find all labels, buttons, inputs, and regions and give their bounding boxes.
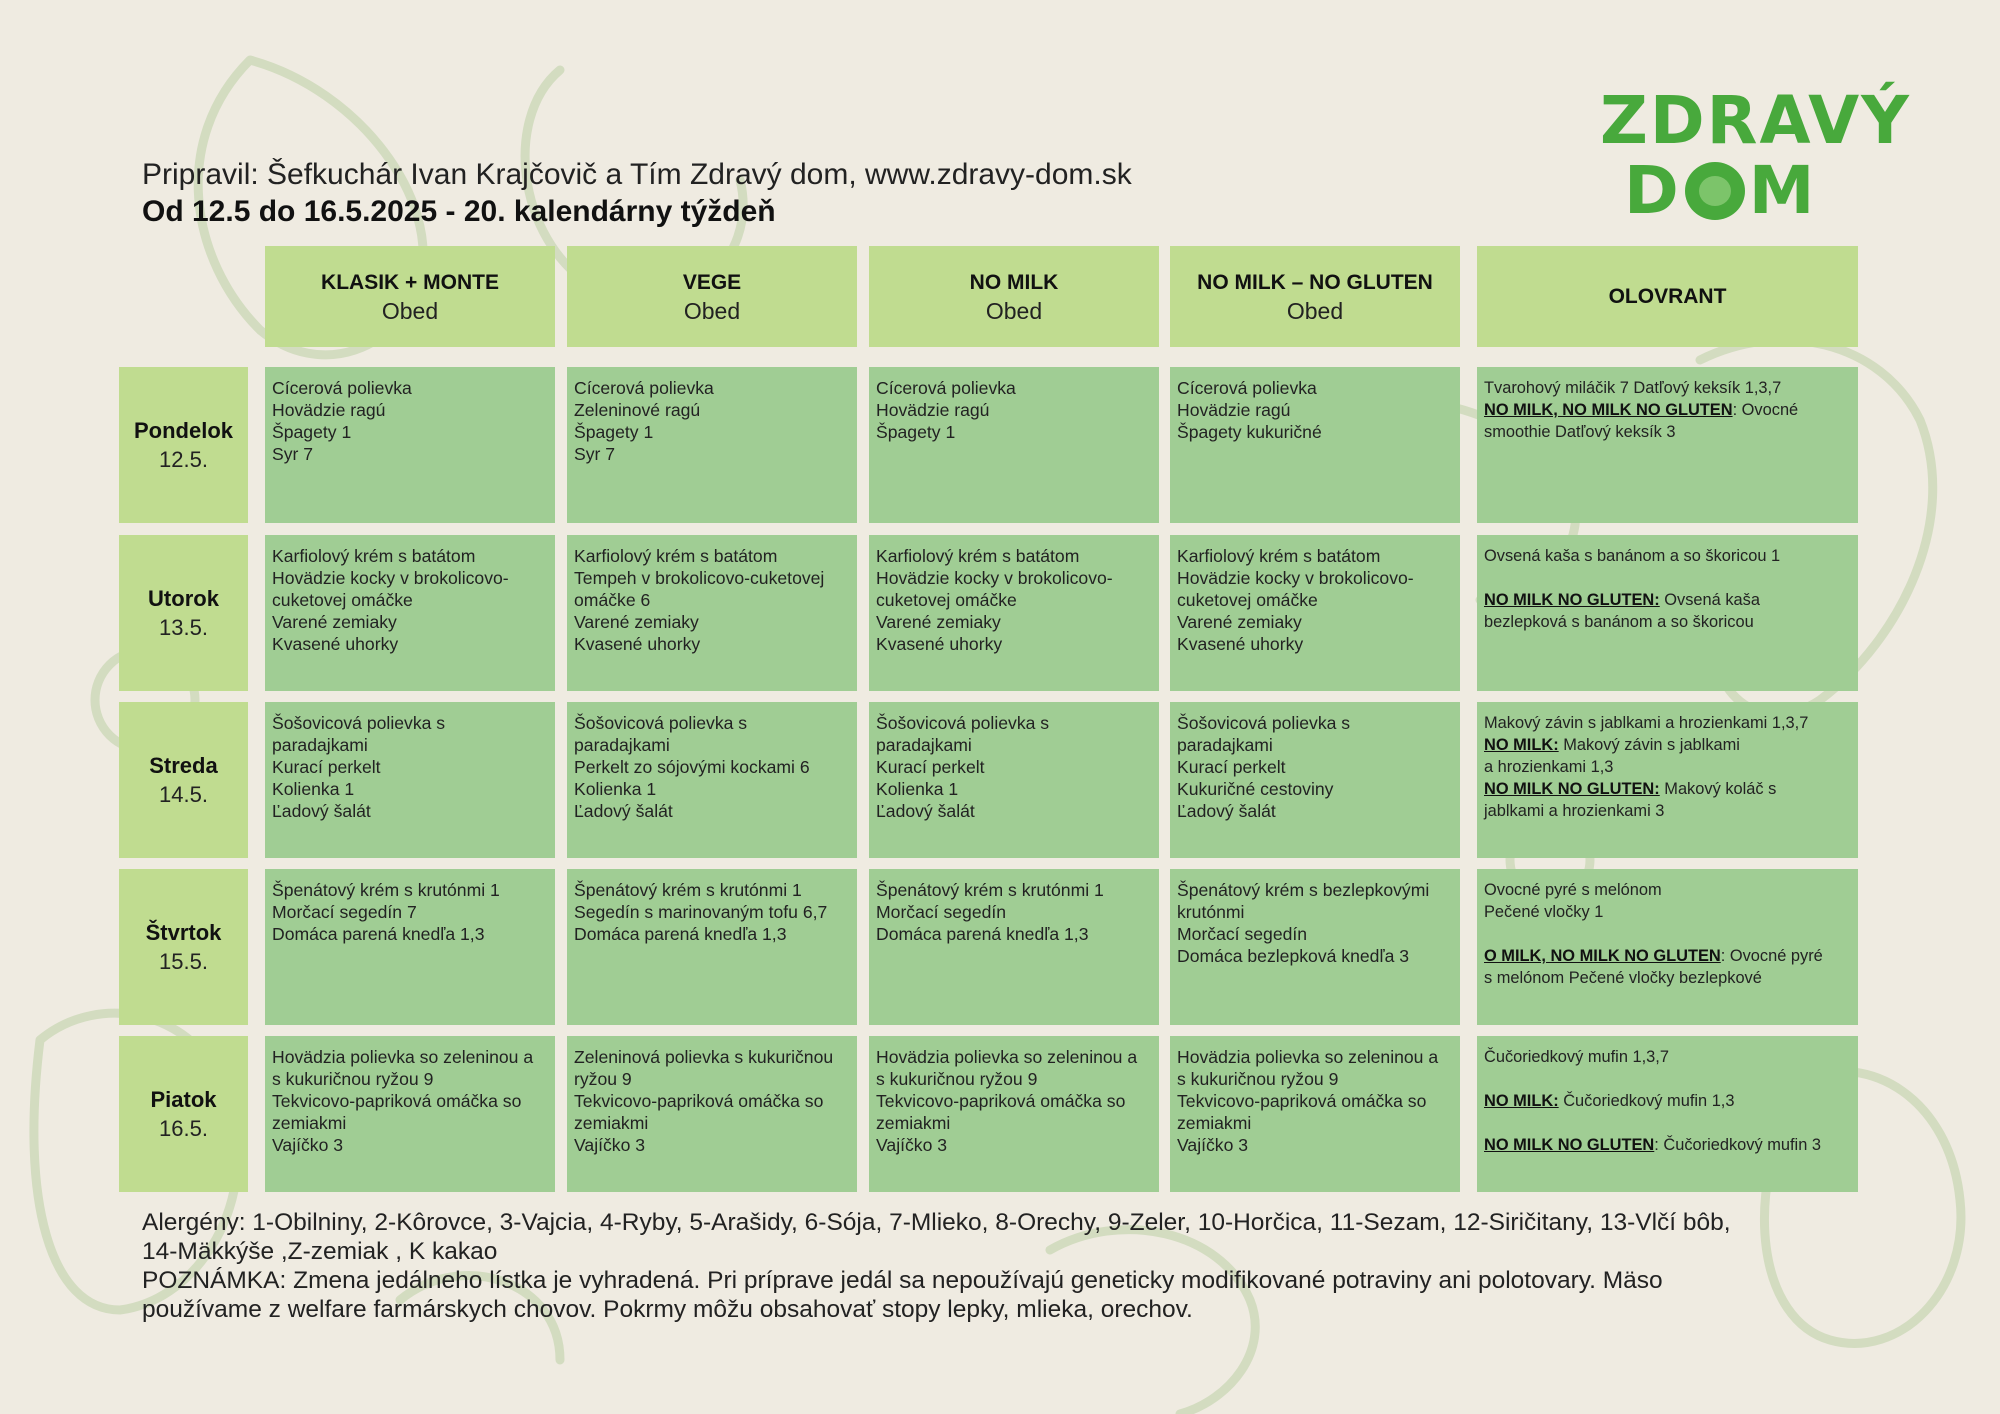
menu-header (142, 156, 1132, 230)
meal-item: Vajíčko 3 (1177, 1135, 1249, 1155)
meal-item: Karfiolový krém s batátom (876, 546, 1080, 566)
logo-apple-icon (1685, 162, 1745, 220)
snack-line (1484, 399, 1851, 421)
snack-line (1484, 589, 1851, 611)
meal-item: Tekvicovo-papriková omáčka so (272, 1091, 522, 1111)
meal-item: krutónmi (1177, 902, 1245, 922)
snack-line (1484, 923, 1851, 945)
snack-text: Makový závin s jablkami (1558, 736, 1740, 754)
meal-item: zemiakmi (876, 1113, 951, 1133)
snack-cell (1477, 702, 1858, 858)
meal-item: Tekvicovo-papriková omáčka so (876, 1091, 1126, 1111)
meal-cell (1170, 702, 1460, 858)
day-name: Pondelok (133, 418, 233, 443)
meal-item: s kukuričnou ryžou 9 (876, 1069, 1038, 1089)
snack-line (1484, 1046, 1851, 1068)
snack-text: smoothie Datľový keksík 3 (1484, 423, 1676, 441)
meal-item: Vajíčko 3 (876, 1135, 948, 1155)
meal-item: Špenátový krém s bezlepkovými (1177, 880, 1430, 900)
meal-item: Domáca parená knedľa 1,3 (272, 924, 485, 944)
meal-item: Varené zemiaky (574, 612, 699, 632)
day-name: Streda (149, 753, 218, 778)
snack-line (1484, 1090, 1851, 1112)
snack-text: Pečené vločky 1 (1484, 903, 1604, 921)
meal-item: Hovädzia polievka so zeleninou a (876, 1047, 1138, 1067)
column-subtitle: Obed (985, 297, 1043, 324)
snack-line (1484, 421, 1851, 443)
meal-item: Ľadový šalát (574, 801, 673, 821)
column-header (265, 246, 555, 347)
meal-item: Kukuričné cestoviny (1177, 779, 1334, 799)
meal-item: Kvasené uhorky (574, 634, 701, 654)
meal-item: Segedín s marinovaným tofu 6,7 (574, 902, 828, 922)
column-header (567, 246, 857, 347)
snack-line (1484, 1068, 1851, 1090)
meal-item: Syr 7 (272, 444, 314, 464)
snack-line (1484, 1134, 1851, 1156)
column-title: OLOVRANT (1608, 285, 1727, 308)
meal-item: omáčke 6 (574, 590, 651, 610)
snack-text: Ovsená kaša s banánom a so škoricou 1 (1484, 547, 1781, 565)
meal-item: paradajkami (272, 735, 368, 755)
allergens-line-2: 14-Mäkkýše ,Z-zemiak , K kakao (142, 1238, 498, 1265)
snack-line (1484, 545, 1851, 567)
meal-item: Hovädzie ragú (1177, 400, 1291, 420)
column-subtitle: Obed (1286, 297, 1344, 324)
meal-item: Kolienka 1 (876, 779, 959, 799)
diet-label: NO MILK, NO MILK NO GLUTEN (1484, 401, 1733, 419)
meal-item: Ľadový šalát (876, 801, 975, 821)
meal-item: Ľadový šalát (272, 801, 371, 821)
column-subtitle: Obed (381, 297, 439, 324)
meal-item: Syr 7 (574, 444, 616, 464)
day-date: 16.5. (159, 1116, 208, 1141)
day-header (119, 367, 248, 523)
day-header (119, 1036, 248, 1192)
meal-item: Karfiolový krém s batátom (1177, 546, 1381, 566)
meal-item: Špagety kukuričné (1177, 422, 1322, 442)
meal-item: Špagety 1 (574, 422, 654, 442)
meal-item: Cícerová polievka (876, 378, 1016, 398)
meal-cell (265, 702, 555, 858)
meal-item: Kvasené uhorky (272, 634, 399, 654)
column-title: VEGE (682, 270, 742, 294)
meal-item: Perkelt zo sójovými kockami 6 (574, 757, 810, 777)
snack-text: : Ovocné (1732, 401, 1799, 419)
meal-item: Šošovicová polievka s (574, 713, 748, 733)
meal-item: Špagety 1 (272, 422, 352, 442)
day-header (119, 535, 248, 691)
meal-item: paradajkami (1177, 735, 1273, 755)
meal-item: Špenátový krém s krutónmi 1 (272, 880, 500, 900)
meal-item: Domáca parená knedľa 1,3 (876, 924, 1089, 944)
meal-item: zemiakmi (272, 1113, 347, 1133)
column-title: NO MILK – NO GLUTEN (1197, 270, 1433, 294)
snack-text: Čučoriedkový mufin 1,3 (1558, 1092, 1735, 1110)
meal-item: cuketovej omáčke (1177, 590, 1318, 610)
snack-text: : Čučoriedkový mufin 3 (1654, 1136, 1821, 1154)
meal-item: Zeleninové ragú (574, 400, 701, 420)
diet-label: NO MILK NO GLUTEN: (1484, 780, 1660, 798)
meal-item: Varené zemiaky (876, 612, 1001, 632)
meal-cell (265, 1036, 555, 1192)
meal-item: Tempeh v brokolicovo-cuketovej (574, 568, 825, 588)
snack-line (1484, 1112, 1851, 1134)
meal-item: Kvasené uhorky (876, 634, 1003, 654)
diet-label: NO MILK: (1484, 736, 1559, 754)
logo-letter-m: M (1748, 152, 1817, 229)
meal-item: Zeleninová polievka s kukuričnou (574, 1047, 834, 1067)
meal-cell (567, 702, 857, 858)
zdravy-dom-logo (1600, 82, 1911, 236)
column-header (1477, 246, 1858, 347)
meal-item: ryžou 9 (574, 1069, 632, 1089)
meal-item: Domáca parená knedľa 1,3 (574, 924, 787, 944)
snack-line (1484, 567, 1851, 589)
logo-letter-d: D (1624, 152, 1681, 229)
snack-text: Čučoriedkový mufin 1,3,7 (1484, 1048, 1669, 1066)
meal-item: paradajkami (574, 735, 670, 755)
meal-item: Morčací segedín (1177, 924, 1308, 944)
meal-item: Hovädzie kocky v brokolicovo- (1177, 568, 1414, 588)
snack-cell (1477, 869, 1858, 1025)
diet-label: NO MILK NO GLUTEN: (1484, 591, 1660, 609)
menu-footer (142, 1208, 1862, 1324)
meal-item: Kolienka 1 (574, 779, 657, 799)
meal-item: Hovädzie kocky v brokolicovo- (876, 568, 1113, 588)
meal-cell (869, 869, 1159, 1025)
snack-line (1484, 967, 1851, 989)
day-date: 13.5. (159, 615, 208, 640)
snack-line (1484, 756, 1851, 778)
snack-line (1484, 901, 1851, 923)
meal-item: Cícerová polievka (1177, 378, 1317, 398)
note-line-1: POZNÁMKA: Zmena jedálneho lístka je vyhradená. Pri príprave jedál sa nepoužívajú geneticky modifikované potraviny ani polotovary. Mäso (142, 1267, 1663, 1294)
meal-item: Špagety 1 (876, 422, 956, 442)
meal-item: Hovädzia polievka so zeleninou a (1177, 1047, 1439, 1067)
meal-cell (567, 869, 857, 1025)
snack-text: Tvarohový miláčik 7 Datľový keksík 1,3,7 (1484, 379, 1782, 397)
week-range: Od 12.5 do 16.5.2025 - 20. kalendárny týždeň (142, 195, 776, 228)
snack-text: s melónom Pečené vločky bezlepkové (1484, 969, 1762, 987)
diet-label: NO MILK: (1484, 1092, 1559, 1110)
meal-cell (567, 367, 857, 523)
meal-item: Kurací perkelt (272, 757, 381, 777)
snack-line (1484, 800, 1851, 822)
meal-item: Varené zemiaky (1177, 612, 1302, 632)
day-name: Utorok (148, 586, 219, 611)
snack-text: Ovocné pyré s melónom (1484, 881, 1662, 899)
meal-cell (1170, 367, 1460, 523)
column-header (869, 246, 1159, 347)
day-name: Štvrtok (145, 920, 222, 945)
day-date: 15.5. (159, 949, 208, 974)
snack-text: bezlepková s banánom a so škoricou (1484, 613, 1754, 631)
meal-item: Kvasené uhorky (1177, 634, 1304, 654)
meal-cell (265, 367, 555, 523)
meal-item: Kurací perkelt (1177, 757, 1286, 777)
meal-item: Ľadový šalát (1177, 801, 1276, 821)
snack-text: : Ovocné pyré (1720, 947, 1823, 965)
meal-cell (567, 535, 857, 691)
meal-item: cuketovej omáčke (876, 590, 1017, 610)
snack-text: a hrozienkami 1,3 (1484, 758, 1614, 776)
snack-line (1484, 778, 1851, 800)
prepared-by: Pripravil: Šefkuchár Ivan Krajčovič a Tím Zdravý dom, www.zdravy-dom.sk (142, 158, 1132, 191)
snack-text: Makový závin s jablkami a hrozienkami 1,3,7 (1484, 714, 1809, 732)
meal-item: Morčací segedín 7 (272, 902, 417, 922)
snack-cell (1477, 1036, 1858, 1192)
meal-cell (567, 1036, 857, 1192)
column-title: KLASIK + MONTE (321, 270, 499, 294)
logo-text-line1: ZDRAVÝ (1600, 82, 1911, 159)
meal-item: Šošovicová polievka s (1177, 713, 1351, 733)
logo-text-line2 (1600, 152, 1850, 229)
meal-cell (265, 869, 555, 1025)
diet-label: NO MILK NO GLUTEN (1484, 1136, 1655, 1154)
meal-item: Šošovicová polievka s (272, 713, 446, 733)
meal-item: Tekvicovo-papriková omáčka so (574, 1091, 824, 1111)
note-line-2: používame z welfare farmárskych chovov. Pokrmy môžu obsahovať stopy lepky, mlieka, orechov. (142, 1296, 1193, 1323)
meal-cell (1170, 535, 1460, 691)
meal-item: Domáca bezlepková knedľa 3 (1177, 946, 1410, 966)
snack-line (1484, 377, 1851, 399)
meal-item: zemiakmi (1177, 1113, 1252, 1133)
meal-cell (869, 535, 1159, 691)
meal-item: zemiakmi (574, 1113, 649, 1133)
day-header (119, 702, 248, 858)
snack-line (1484, 734, 1851, 756)
meal-item: paradajkami (876, 735, 972, 755)
meal-item: Karfiolový krém s batátom (272, 546, 476, 566)
snack-line (1484, 879, 1851, 901)
meal-item: Špenátový krém s krutónmi 1 (574, 880, 802, 900)
meal-item: Hovädzie ragú (876, 400, 990, 420)
snack-line (1484, 945, 1851, 967)
meal-item: Karfiolový krém s batátom (574, 546, 778, 566)
day-header (119, 869, 248, 1025)
meal-item: Cícerová polievka (272, 378, 412, 398)
column-subtitle: Obed (683, 297, 741, 324)
meal-item: Vajíčko 3 (272, 1135, 344, 1155)
meal-cell (1170, 869, 1460, 1025)
day-date: 14.5. (159, 782, 208, 807)
meal-item: Hovädzie ragú (272, 400, 386, 420)
snack-line (1484, 611, 1851, 633)
meal-item: Šošovicová polievka s (876, 713, 1050, 733)
meal-item: Cícerová polievka (574, 378, 714, 398)
meal-cell (869, 367, 1159, 523)
meal-item: cuketovej omáčke (272, 590, 413, 610)
meal-item: Hovädzia polievka so zeleninou a (272, 1047, 534, 1067)
meal-item: s kukuričnou ryžou 9 (272, 1069, 434, 1089)
column-header (1170, 246, 1460, 347)
snack-cell (1477, 535, 1858, 691)
snack-text: Ovsená kaša (1659, 591, 1760, 609)
meal-item: Kurací perkelt (876, 757, 985, 777)
snack-text: Makový koláč s (1659, 780, 1777, 798)
snack-cell (1477, 367, 1858, 523)
allergens-line-1: Alergény: 1-Obilniny, 2-Kôrovce, 3-Vajcia, 4-Ryby, 5-Arašidy, 6-Sója, 7-Mlieko, 8-Orechy, 9-Zeler, 10-Horčica, 11-Sezam, 12-Siričitany, 13-Vlčí bôb, (142, 1209, 1731, 1236)
meal-item: Tekvicovo-papriková omáčka so (1177, 1091, 1427, 1111)
day-date: 12.5. (159, 447, 208, 472)
meal-item: Vajíčko 3 (574, 1135, 646, 1155)
day-name: Piatok (150, 1087, 217, 1112)
meal-item: Hovädzie kocky v brokolicovo- (272, 568, 509, 588)
meal-item: s kukuričnou ryžou 9 (1177, 1069, 1339, 1089)
diet-label: O MILK, NO MILK NO GLUTEN (1484, 947, 1721, 965)
meal-item: Varené zemiaky (272, 612, 397, 632)
snack-text: jablkami a hrozienkami 3 (1484, 802, 1665, 820)
meal-cell (1170, 1036, 1460, 1192)
meal-item: Kolienka 1 (272, 779, 355, 799)
meal-cell (869, 1036, 1159, 1192)
meal-cell (869, 702, 1159, 858)
meal-item: Špenátový krém s krutónmi 1 (876, 880, 1104, 900)
column-title: NO MILK (969, 270, 1059, 294)
meal-cell (265, 535, 555, 691)
snack-line (1484, 712, 1851, 734)
meal-item: Morčací segedín (876, 902, 1007, 922)
